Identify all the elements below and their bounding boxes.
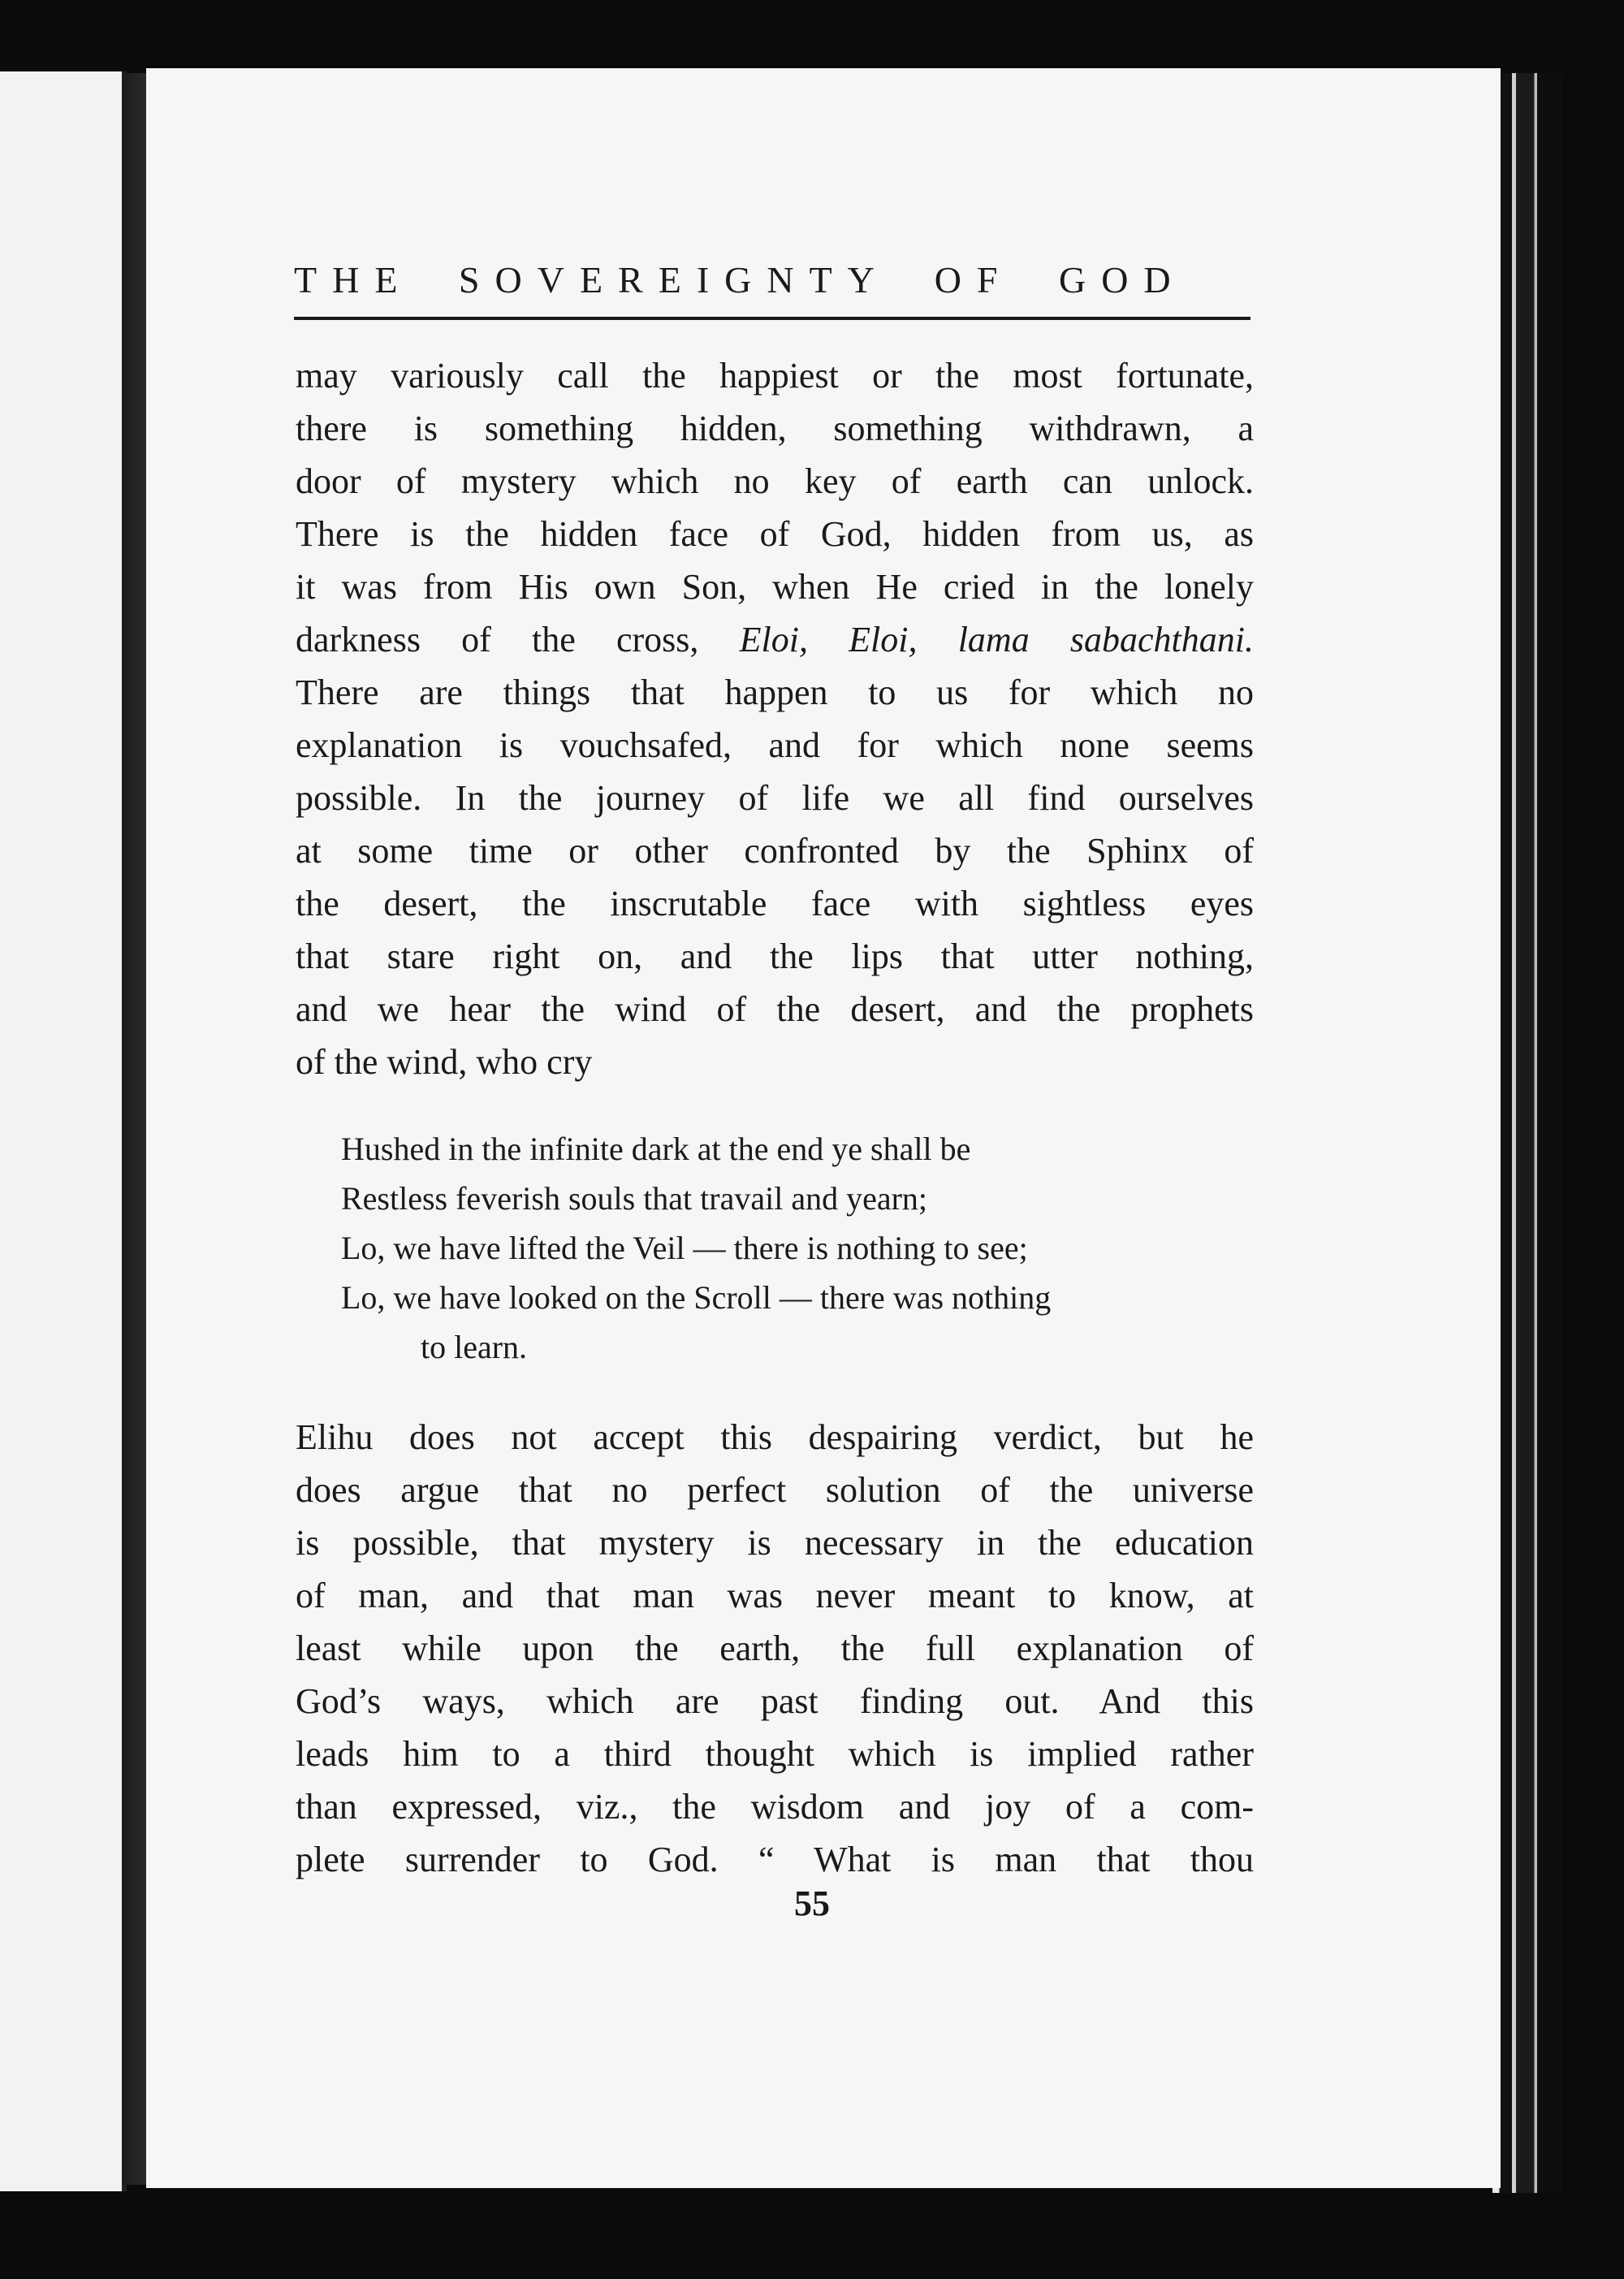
- text-line: of man, and that man was never meant to know, at: [296, 1576, 1254, 1615]
- verse-line: to learn.: [421, 1329, 528, 1365]
- text-line: plete surrender to God. “ What is man that thou: [296, 1840, 1254, 1879]
- text-line: There is the hidden face of God, hidden from us, as: [296, 514, 1254, 554]
- paragraph-2: [296, 1411, 1254, 1886]
- text-line: is possible, that mystery is necessary in the education: [296, 1523, 1254, 1563]
- text-line: may variously call the happiest or the most fortunate,: [296, 356, 1254, 396]
- italic-phrase: Eloi, Eloi, lama sabachthani.: [739, 620, 1254, 659]
- text-line: door of mystery which no key of earth can unlock.: [296, 461, 1254, 501]
- text-line: leads him to a third thought which is implied rather: [296, 1734, 1254, 1774]
- verse-line: Lo, we have lifted the Veil — there is nothing to see;: [341, 1230, 1028, 1266]
- verse-line: Lo, we have looked on the Scroll — there was nothing: [341, 1279, 1052, 1316]
- text-line: the desert, the inscrutable face with sightless eyes: [296, 884, 1254, 923]
- text-line: possible. In the journey of life we all find ourselves: [296, 778, 1254, 818]
- text-line: than expressed, viz., the wisdom and joy of a com-: [296, 1787, 1254, 1827]
- text-line: at some time or other confronted by the Sphinx of: [296, 831, 1254, 871]
- text-line: of the wind, who cry: [296, 1042, 593, 1082]
- text-span: darkness of the cross,: [296, 620, 740, 659]
- page-title: THE SOVEREIGNTY OF GOD: [294, 259, 1186, 301]
- page-number: 55: [794, 1883, 830, 1923]
- text-line: least while upon the earth, the full explanation of: [296, 1628, 1254, 1668]
- verse-quotation: [341, 1124, 1259, 1372]
- previous-page-edge: [0, 71, 127, 2191]
- text-line: Elihu does not accept this despairing verdict, but he: [296, 1417, 1254, 1457]
- text-line: explanation is vouchsafed, and for which none seems: [296, 725, 1254, 765]
- page-edges: [1492, 73, 1562, 2193]
- verse-line: Restless feverish souls that travail and yearn;: [341, 1180, 928, 1217]
- text-line: there is something hidden, something withdrawn, a: [296, 409, 1254, 448]
- running-header: [294, 258, 1250, 320]
- text-line: [296, 613, 1254, 666]
- text-line: does argue that no perfect solution of the universe: [296, 1470, 1254, 1510]
- verse-line: Hushed in the infinite dark at the end ye shall be: [341, 1131, 971, 1167]
- text-line: it was from His own Son, when He cried in the lonely: [296, 567, 1254, 607]
- text-line: and we hear the wind of the desert, and the prophets: [296, 989, 1254, 1029]
- text-line: There are things that happen to us for which no: [296, 672, 1254, 712]
- text-line: that stare right on, and the lips that utter nothing,: [296, 936, 1254, 976]
- paragraph-1: [296, 349, 1254, 1088]
- text-line: God’s ways, which are past finding out. And this: [296, 1681, 1254, 1721]
